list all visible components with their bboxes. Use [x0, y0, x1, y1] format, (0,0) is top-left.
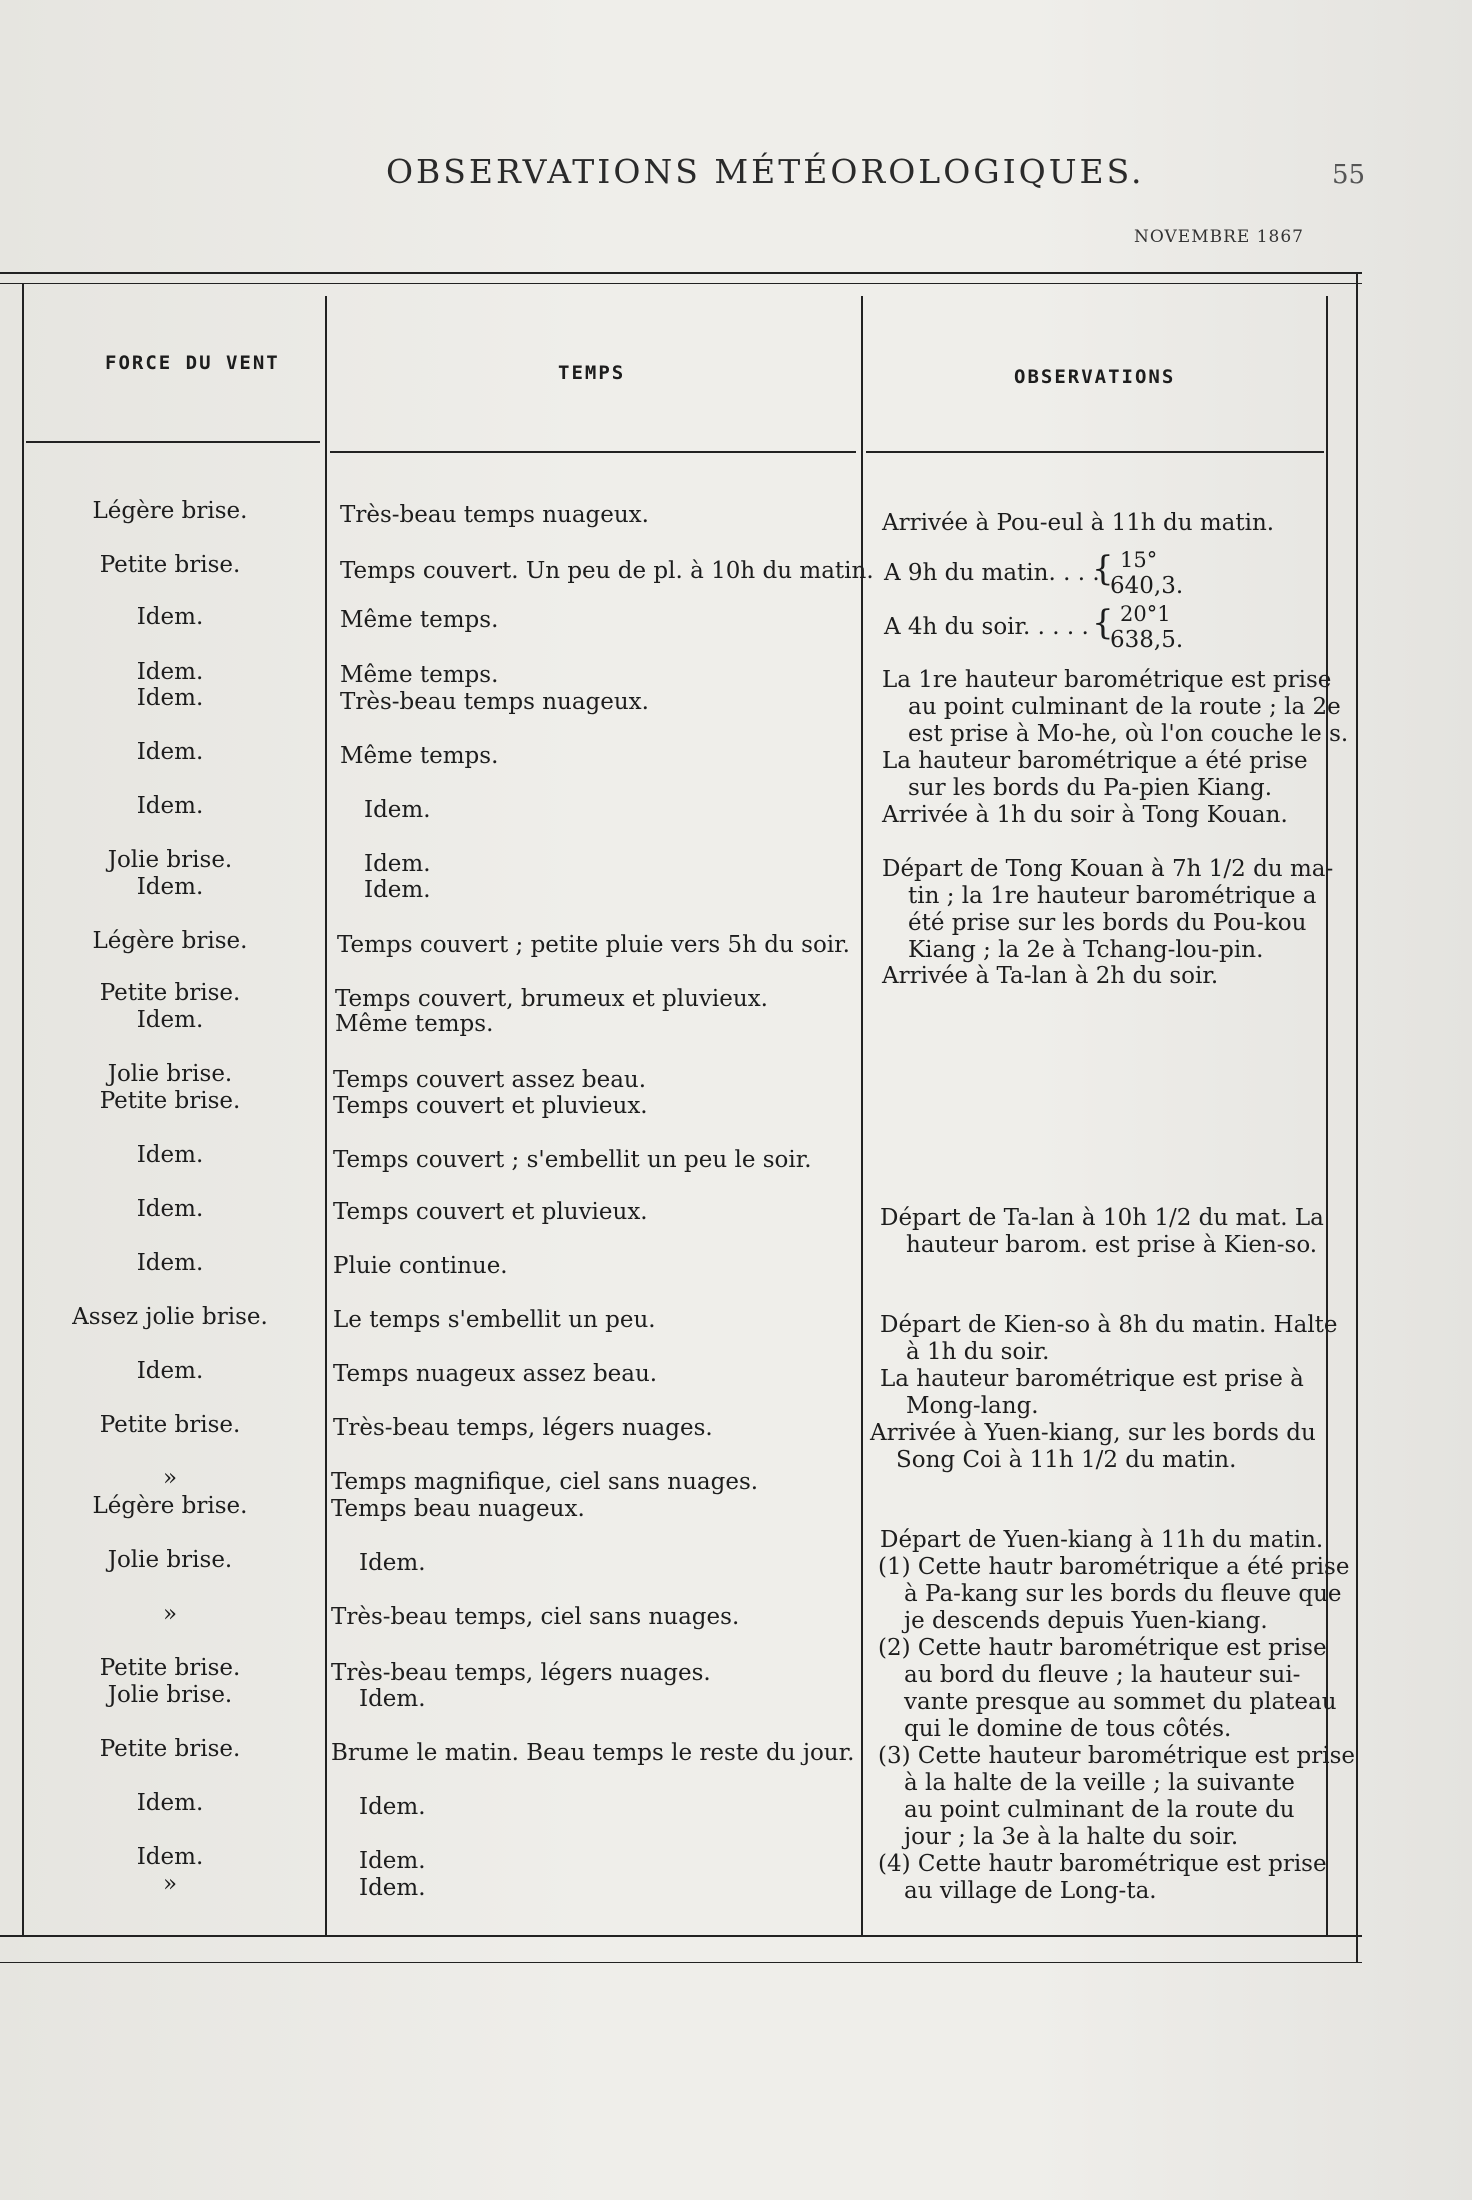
- column-divider-force-temps: [325, 296, 327, 1936]
- note-line: (1) Cette hautr barométrique a été prise: [878, 1554, 1350, 1580]
- temps-cell: Temps couvert et pluvieux.: [333, 1093, 648, 1119]
- observation-note: Arrivée à Pou-eul à 11h du matin.: [882, 510, 1275, 536]
- column-divider-temps-obs: [861, 296, 863, 1936]
- note-line: Départ de Kien-so à 8h du matin. Halte: [880, 1312, 1338, 1338]
- temps-cell: Même temps.: [340, 607, 499, 633]
- note-line: Départ de Tong Kouan à 7h 1/2 du ma-: [882, 856, 1334, 882]
- note-line: tin ; la 1re hauteur barométrique a: [908, 883, 1317, 909]
- force-cell: Idem.: [136, 659, 204, 685]
- note-line: au bord du fleuve ; la hauteur sui-: [904, 1662, 1301, 1688]
- force-cell: Idem.: [136, 604, 204, 630]
- temps-cell: Le temps s'embellit un peu.: [333, 1307, 656, 1333]
- force-cell: Idem.: [136, 874, 204, 900]
- temps-cell: Idem.: [364, 877, 431, 903]
- brace-icon: {: [1092, 549, 1114, 589]
- force-cell: Légère brise.: [92, 928, 248, 954]
- table-top-rule-inner: [0, 283, 1362, 284]
- observation-note: [882, 667, 1348, 748]
- note-line: qui le domine de tous côtés.: [904, 1716, 1232, 1742]
- temps-cell: Pluie continue.: [333, 1253, 508, 1279]
- force-cell: Légère brise.: [92, 1493, 248, 1519]
- note-line: La hauteur barométrique est prise à: [880, 1366, 1304, 1392]
- temps-cell: Très-beau temps nuageux.: [340, 689, 649, 715]
- temps-cell: Temps nuageux assez beau.: [333, 1361, 658, 1387]
- note-line: au point culminant de la route du: [904, 1797, 1295, 1823]
- force-cell: Assez jolie brise.: [72, 1304, 268, 1330]
- page-number: 55: [1332, 160, 1366, 190]
- note-line: je descends depuis Yuen-kiang.: [904, 1608, 1268, 1634]
- page-date: NOVEMBRE 1867: [1134, 227, 1304, 247]
- reading-value-top: 15°: [1120, 548, 1158, 572]
- note-line: La 1re hauteur barométrique est prise: [882, 667, 1332, 693]
- note-line: vante presque au sommet du plateau: [904, 1689, 1337, 1715]
- temps-cell: Temps couvert ; petite pluie vers 5h du soir.: [337, 932, 850, 958]
- table-bottom-rule-outer: [0, 1962, 1362, 1963]
- note-line: à la halte de la veille ; la suivante: [904, 1770, 1295, 1796]
- temps-cell: Très-beau temps, ciel sans nuages.: [331, 1604, 740, 1630]
- force-cell: Idem.: [136, 739, 204, 765]
- force-cell: »: [162, 1601, 178, 1627]
- force-cell: Petite brise.: [99, 1088, 241, 1114]
- page-title: OBSERVATIONS MÉTÉOROLOGIQUES.: [386, 152, 1145, 191]
- temps-cell: Brume le matin. Beau temps le reste du jour.: [331, 1740, 855, 1766]
- observation-note: Départ de Yuen-kiang à 11h du matin.: [880, 1527, 1324, 1553]
- observation-note: [870, 1420, 1316, 1474]
- note-line: est prise à Mo-he, où l'on couche le s.: [908, 721, 1349, 747]
- temps-cell: Très-beau temps, légers nuages.: [333, 1415, 713, 1441]
- force-cell: »: [162, 1465, 178, 1491]
- note-line: Kiang ; la 2e à Tchang-lou-pin.: [908, 937, 1264, 963]
- reading-label: A 4h du soir. . . . .: [884, 614, 1089, 640]
- force-cell: Idem.: [136, 1790, 204, 1816]
- note-line: à Pa-kang sur les bords du fleuve que: [904, 1581, 1342, 1607]
- force-cell: Petite brise.: [99, 1655, 241, 1681]
- reading-value-bottom: 640,3.: [1110, 573, 1184, 599]
- observation-note: [880, 1312, 1338, 1366]
- force-cell: Idem.: [136, 1844, 204, 1870]
- temps-cell: Même temps.: [340, 662, 499, 688]
- temps-cell: Idem.: [359, 1686, 426, 1712]
- force-cell: Jolie brise.: [107, 1547, 233, 1573]
- observation-note: Arrivée à 1h du soir à Tong Kouan.: [882, 802, 1288, 828]
- observation-note: [882, 856, 1333, 964]
- brace-icon: {: [1092, 603, 1114, 643]
- force-cell: Idem.: [136, 1142, 204, 1168]
- temps-cell: Très-beau temps nuageux.: [340, 502, 649, 528]
- note-line: Mong-lang.: [906, 1393, 1039, 1419]
- force-cell: Petite brise.: [99, 980, 241, 1006]
- note-line: sur les bords du Pa-pien Kiang.: [908, 775, 1273, 801]
- note-line: Départ de Ta-lan à 10h 1/2 du mat. La: [880, 1205, 1324, 1231]
- temps-cell: Même temps.: [335, 1011, 494, 1037]
- note-line: au point culminant de la route ; la 2e: [908, 694, 1341, 720]
- force-cell: Jolie brise.: [107, 847, 233, 873]
- force-cell: Petite brise.: [99, 1736, 241, 1762]
- force-cell: Idem.: [136, 1007, 204, 1033]
- footnote: [878, 1851, 1327, 1905]
- force-cell: Petite brise.: [99, 1412, 241, 1438]
- force-cell: Petite brise.: [99, 552, 241, 578]
- temps-cell: Temps couvert, brumeux et pluvieux.: [335, 986, 768, 1012]
- temps-cell: Idem.: [359, 1794, 426, 1820]
- table-bottom-rule: [0, 1935, 1362, 1937]
- temps-cell: Temps couvert ; s'embellit un peu le soir.: [333, 1147, 812, 1173]
- force-cell: Légère brise.: [92, 498, 248, 524]
- force-cell: Idem.: [136, 1250, 204, 1276]
- force-cell: Jolie brise.: [107, 1682, 233, 1708]
- obs-header-rule: [866, 451, 1324, 453]
- note-line: hauteur barom. est prise à Kien-so.: [906, 1232, 1318, 1258]
- observation-note: [880, 1205, 1324, 1259]
- temps-cell: Idem.: [364, 851, 431, 877]
- note-line: Song Coi à 11h 1/2 du matin.: [896, 1447, 1237, 1473]
- reading-value-top: 20°1: [1120, 602, 1171, 626]
- observation-note: [882, 748, 1308, 802]
- temps-cell: Idem.: [359, 1875, 426, 1901]
- temps-cell: Idem.: [359, 1550, 426, 1576]
- temps-cell: Idem.: [359, 1848, 426, 1874]
- reading-value-bottom: 638,5.: [1110, 627, 1184, 653]
- observation-note: Arrivée à Ta-lan à 2h du soir.: [882, 963, 1219, 989]
- temps-header-rule: [330, 451, 856, 453]
- temps-cell: Temps couvert. Un peu de pl. à 10h du matin.: [340, 558, 874, 584]
- note-line: à 1h du soir.: [906, 1339, 1050, 1365]
- force-cell: Idem.: [136, 793, 204, 819]
- note-line: La hauteur barométrique a été prise: [882, 748, 1308, 774]
- header-observations: OBSERVATIONS: [1014, 366, 1176, 388]
- temps-cell: Temps beau nuageux.: [331, 1496, 585, 1522]
- table-top-rule: [0, 272, 1362, 274]
- temps-cell: Idem.: [364, 797, 431, 823]
- footnote: [878, 1635, 1337, 1743]
- note-line: au village de Long-ta.: [904, 1878, 1157, 1904]
- note-line: (4) Cette hautr barométrique est prise: [878, 1851, 1327, 1877]
- observation-note: [880, 1366, 1304, 1420]
- note-line: été prise sur les bords du Pou-kou: [908, 910, 1307, 936]
- force-cell: »: [162, 1871, 178, 1897]
- barometer-reading: [884, 614, 1089, 641]
- header-force: FORCE DU VENT: [105, 352, 280, 374]
- note-line: Arrivée à Yuen-kiang, sur les bords du: [870, 1420, 1316, 1446]
- force-cell: Jolie brise.: [107, 1061, 233, 1087]
- footnote: [878, 1743, 1355, 1851]
- right-border: [1356, 272, 1358, 1962]
- force-cell: Idem.: [136, 685, 204, 711]
- note-line: (3) Cette hauteur barométrique est prise: [878, 1743, 1356, 1769]
- temps-cell: Temps magnifique, ciel sans nuages.: [331, 1469, 759, 1495]
- force-header-rule: [26, 441, 320, 443]
- footnote: [878, 1554, 1349, 1635]
- reading-label: A 9h du matin. . . .: [884, 560, 1100, 586]
- temps-cell: Très-beau temps, légers nuages.: [331, 1660, 711, 1686]
- note-line: (2) Cette hautr barométrique est prise: [878, 1635, 1327, 1661]
- note-line: jour ; la 3e à la halte du soir.: [904, 1824, 1239, 1850]
- temps-cell: Temps couvert assez beau.: [333, 1067, 647, 1093]
- temps-cell: Même temps.: [340, 743, 499, 769]
- barometer-reading: [884, 560, 1100, 587]
- force-cell: Idem.: [136, 1196, 204, 1222]
- header-temps: TEMPS: [558, 362, 626, 384]
- force-cell: Idem.: [136, 1358, 204, 1384]
- temps-cell: Temps couvert et pluvieux.: [333, 1199, 648, 1225]
